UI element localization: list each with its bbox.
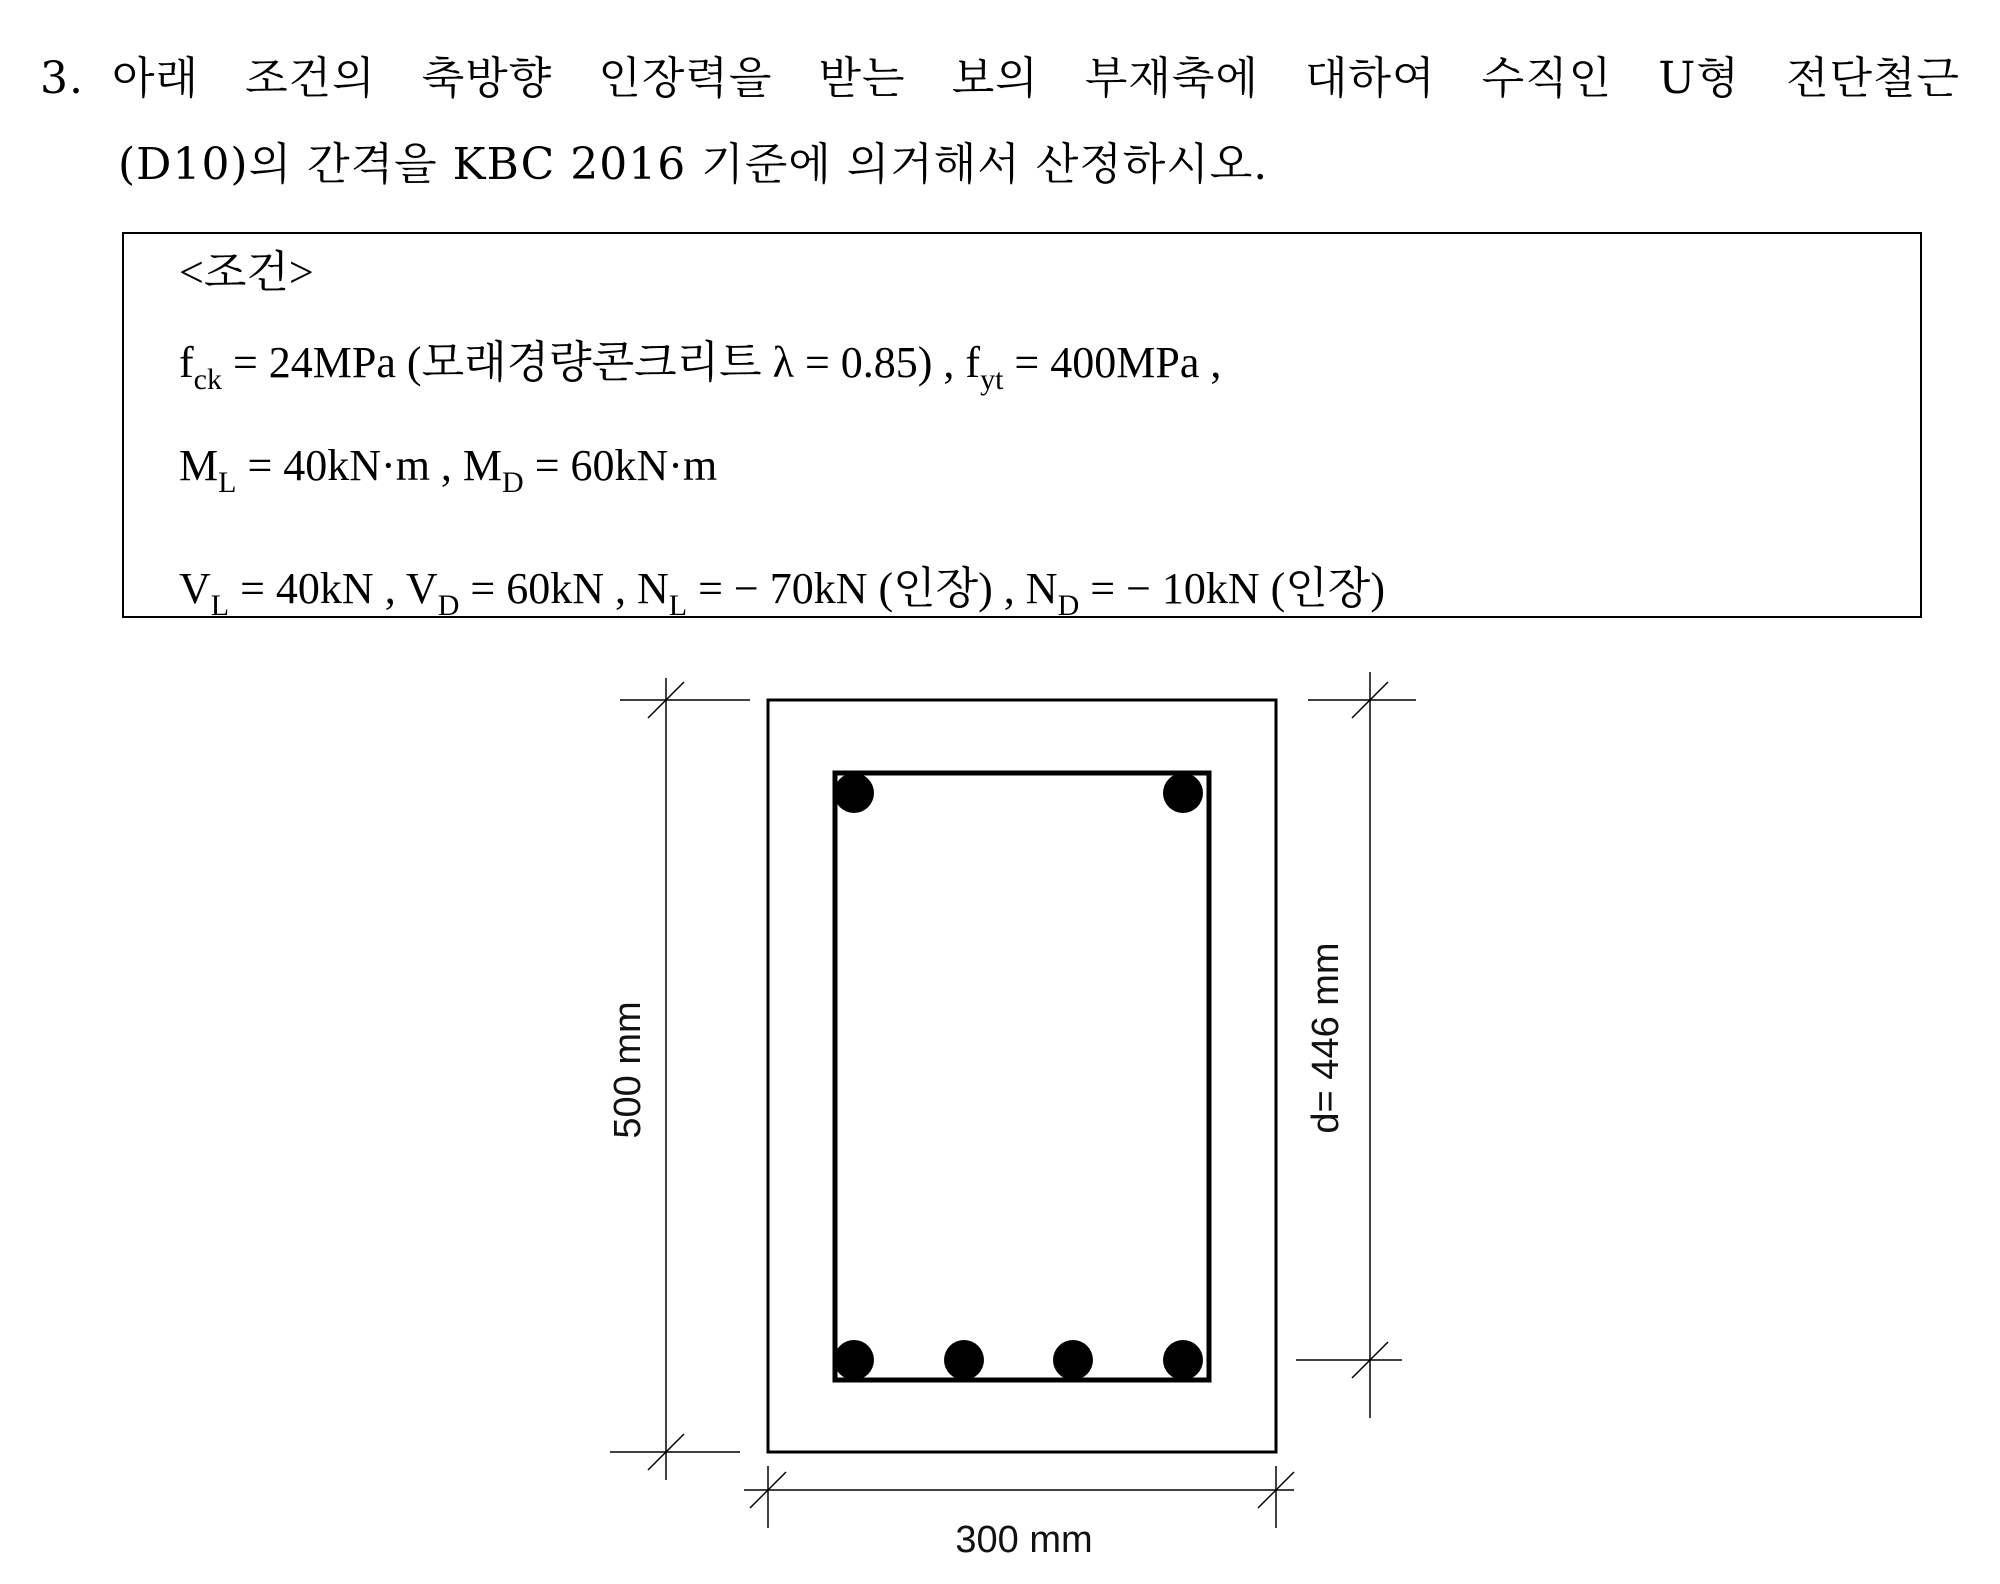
question-line-2: (D10)의 간격을 KBC 2016 기준에 의거해서 산정하시오. (118, 139, 1269, 190)
vd-value: = 60kN , (459, 564, 626, 613)
ml-symbol: M (179, 441, 219, 490)
vd-symbol: V (405, 564, 438, 613)
question-word: 수직인 (1481, 53, 1613, 104)
bottom-rebar (1053, 1340, 1093, 1380)
question-text (40, 36, 1960, 208)
depth-label: d= 446 mm (1305, 942, 1347, 1134)
question-word: 축방향 (421, 53, 553, 104)
md-subscript: D (502, 466, 524, 499)
question-line-1-words (112, 36, 1960, 122)
fck-subscript: ck (193, 363, 222, 396)
conditions-box (122, 232, 1922, 622)
concrete-section (768, 700, 1276, 1452)
ml-subscript: L (218, 466, 237, 499)
question-word: 인장력을 (598, 53, 773, 104)
question-word: 대하여 (1304, 53, 1436, 104)
fyt-subscript: yt (980, 363, 1004, 396)
question-word: 전단철근 (1785, 53, 1960, 104)
bottom-rebar (944, 1340, 984, 1380)
top-rebar (1163, 773, 1203, 813)
question-word: 받는 (818, 53, 906, 104)
vl-value: = 40kN , (229, 564, 396, 613)
beam-section-drawing (580, 660, 1430, 1580)
md-symbol: M (462, 441, 503, 490)
condition-force-line (179, 552, 1385, 623)
question-number: 3. (40, 53, 84, 104)
conditions-title: <조건> (179, 248, 314, 297)
nd-symbol: N (1025, 564, 1058, 613)
question-word: 아래 (111, 53, 199, 104)
bottom-rebar (1163, 1340, 1203, 1380)
question-word: 부재축에 (1084, 53, 1259, 104)
vd-subscript: D (437, 589, 460, 622)
question-line-1 (40, 36, 1960, 122)
condition-moment-line (179, 440, 717, 500)
top-rebar (834, 773, 874, 813)
nd-subscript: D (1057, 589, 1080, 622)
nl-subscript: L (668, 589, 688, 622)
nd-value: = − 10kN (인장) (1079, 564, 1385, 613)
height-label: 500 mm (607, 1001, 649, 1139)
ml-value: = 40kN·m , (236, 441, 452, 490)
nl-symbol: N (636, 564, 669, 613)
question-word: 조건의 (245, 53, 376, 104)
width-label: 300 mm (955, 1519, 1093, 1561)
question-word: 보의 (951, 53, 1039, 104)
question-word: U형 (1658, 53, 1740, 104)
bottom-rebar (834, 1340, 874, 1380)
nl-value: = − 70kN (인장) , (687, 564, 1015, 613)
fck-symbol: f (179, 338, 194, 387)
stirrup (835, 773, 1209, 1380)
fck-value: = 24MPa (모래경량콘크리트 λ = 0.85) , (221, 338, 955, 387)
md-value: = 60kN·m (523, 441, 718, 490)
vl-subscript: L (210, 589, 230, 622)
vl-symbol: V (179, 564, 211, 613)
condition-strength-line (179, 326, 1221, 397)
beam-section-figure (580, 660, 1430, 1584)
fyt-symbol: f (965, 338, 981, 387)
fyt-value: = 400MPa , (1003, 338, 1222, 387)
